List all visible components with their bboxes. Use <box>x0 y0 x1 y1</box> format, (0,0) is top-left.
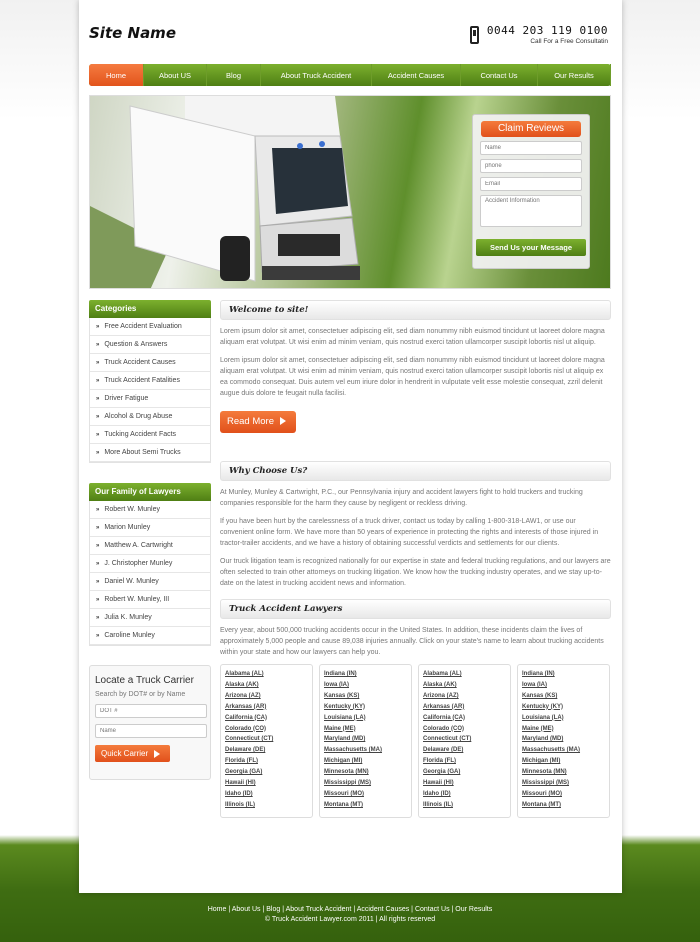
state-link[interactable]: Georgia (GA) <box>225 769 263 776</box>
footer-link[interactable]: Contact Us <box>414 906 450 913</box>
why-title: Why Choose Us? <box>220 461 611 481</box>
footer-link[interactable]: About Us <box>231 906 261 913</box>
chevron-double-right-icon: » <box>96 633 100 639</box>
state-link[interactable]: Indiana (IN) <box>324 671 357 677</box>
why-section <box>220 461 611 589</box>
chevron-double-right-icon: » <box>96 414 100 420</box>
category-item[interactable] <box>90 390 210 408</box>
carrier-name-input[interactable] <box>95 724 207 738</box>
state-link[interactable]: Idaho (ID) <box>423 790 451 797</box>
state-link[interactable]: Delaware (DE) <box>423 747 464 754</box>
state-link[interactable]: Connecticut (CT) <box>423 736 472 743</box>
footer-separator: | <box>226 906 232 913</box>
claim-title: Claim Reviews <box>481 121 581 137</box>
state-link[interactable]: Arkansas (AR) <box>225 703 267 710</box>
main-nav <box>89 64 611 86</box>
nav-our-results[interactable]: Our Results <box>538 64 611 86</box>
lawyer-item[interactable] <box>90 501 210 519</box>
why-paragraph: If you have been hurt by the carelessness of a truck driver, contact us today by calling 1-800-318-LAW1, or use our convenient online form. We have more than 50 years of experience in protecting the rights and interests of those injured in tractor-trailer accidents, and we have a history of obtaining successful verdicts and settlements for our clients. <box>220 518 599 547</box>
lawyer-item-label: Marion Munley <box>104 524 151 531</box>
quick-carrier-button[interactable] <box>95 745 170 762</box>
footer-separator: | <box>280 906 286 913</box>
lawyer-item[interactable] <box>90 537 210 555</box>
state-link[interactable]: Montana (MT) <box>324 801 363 808</box>
chevron-double-right-icon: » <box>96 342 100 348</box>
state-link[interactable]: Louisiana (LA) <box>522 714 564 721</box>
footer-separator: | <box>409 906 415 913</box>
state-link[interactable]: Illinois (IL) <box>423 801 453 808</box>
email-input[interactable] <box>480 177 582 191</box>
footer-link[interactable]: Home <box>207 906 227 913</box>
state-link[interactable]: Massachusetts (MA) <box>522 747 581 754</box>
state-link[interactable]: Kansas (KS) <box>522 692 558 699</box>
welcome-paragraph: Lorem ipsum dolor sit amet, consectetuer adipiscing elit, sed diam nonummy nibh euismod tincidunt ut laoreet dolore magna aliquam erat volutpat. Ut wisi enim ad minim veniam, quis nostrud exerci tation ullamcorper suscipit lobortis nisl ut aliquip ex ea commodo consequat. Duis autem vel eum iriure dolor in hendrerit in vulputate velit esse molestie consequat, zzril delenit augue duis dolore te feugait nulla facilisi. <box>220 357 605 397</box>
chevron-double-right-icon: » <box>96 450 100 456</box>
chevron-double-right-icon: » <box>96 543 100 549</box>
nav-blog[interactable]: Blog <box>207 64 261 86</box>
lawyer-item-label: Robert W. Munley, III <box>104 596 170 603</box>
welcome-section <box>220 300 611 433</box>
phone-input[interactable] <box>480 159 582 173</box>
claim-review-form <box>472 114 590 269</box>
footer-separator: | <box>449 906 456 913</box>
name-input[interactable] <box>480 141 582 155</box>
lawyers-box <box>89 483 211 646</box>
state-link[interactable]: Indiana (IN) <box>522 671 555 677</box>
category-item[interactable] <box>90 408 210 426</box>
phone-icon <box>470 26 479 44</box>
page-container <box>79 0 622 893</box>
read-more-label: Read More <box>227 416 274 427</box>
category-item-label: Driver Fatigue <box>104 395 149 402</box>
categories-title: Categories <box>89 300 211 318</box>
lawyer-item[interactable] <box>90 609 210 627</box>
category-item[interactable] <box>90 426 210 444</box>
chevron-double-right-icon: » <box>96 432 100 438</box>
lawyer-item-label: Daniel W. Munley <box>104 578 159 585</box>
state-link[interactable]: Arizona (AZ) <box>225 692 261 699</box>
state-link[interactable]: Hawaii (HI) <box>225 780 256 787</box>
hero-banner <box>89 95 611 289</box>
state-link[interactable]: Connecticut (CT) <box>225 736 274 743</box>
state-link[interactable]: Mississippi (MS) <box>324 780 372 787</box>
why-paragraph: Our truck litigation team is recognized nationally for our expertise in state and federal trucking regulations, and our lawyers are often selected to train other attorneys on trucking litigation. We know how the trucking industry operates, and we stay up-to-date on the latest in trucking accident news and information. <box>220 558 611 587</box>
state-link[interactable]: Kentucky (KY) <box>522 703 564 710</box>
footer-link[interactable]: About Truck Accident <box>285 906 352 913</box>
footer-link[interactable]: Blog <box>266 906 281 913</box>
state-link[interactable]: Maryland (MD) <box>324 736 366 743</box>
nav-contact-us[interactable]: Contact Us <box>461 64 538 86</box>
category-item-label: Truck Accident Causes <box>104 359 176 366</box>
state-link[interactable]: Alaska (AK) <box>423 681 457 688</box>
nav-about-truck-accident[interactable]: About Truck Accident <box>261 64 372 86</box>
lawyer-item-label: Caroline Munley <box>104 632 155 639</box>
chevron-double-right-icon: » <box>96 396 100 402</box>
truck-image <box>90 96 470 289</box>
welcome-title: Welcome to site! <box>220 300 611 320</box>
state-link[interactable]: Illinois (IL) <box>225 801 255 808</box>
state-link[interactable]: Mississippi (MS) <box>522 780 570 787</box>
state-link[interactable]: Alabama (AL) <box>225 671 264 677</box>
state-link[interactable]: Maryland (MD) <box>522 736 564 743</box>
locate-subtitle: Search by DOT# or by Name <box>95 691 186 698</box>
category-item-label: Free Accident Evaluation <box>104 323 182 330</box>
phone-caption: Call For a Free Consultatin <box>530 38 608 45</box>
state-link[interactable]: Maine (ME) <box>522 725 554 732</box>
dot-input[interactable] <box>95 704 207 718</box>
lawyer-item-label: J. Christopher Munley <box>104 560 173 567</box>
footer-separator: | <box>260 906 267 913</box>
category-item-label: Alcohol & Drug Abuse <box>104 413 173 420</box>
state-link[interactable]: Michigan (MI) <box>522 758 561 765</box>
copyright: © Truck Accident Lawyer.com 2011 | All rights reserved <box>264 916 436 923</box>
read-more-button[interactable] <box>220 411 296 433</box>
footer-links <box>0 905 700 915</box>
state-link[interactable]: Georgia (GA) <box>423 769 461 776</box>
footer <box>0 905 700 925</box>
why-paragraph: At Munley, Munley & Cartwright, P.C., our Pennsylvania injury and accident lawyers fight to hold truckers and trucking companies responsible for the harm they cause by negligent or reckless driving. <box>220 489 583 507</box>
contact-info <box>487 24 608 45</box>
truck-lawyers-section <box>220 599 611 658</box>
lawyer-item-label: Robert W. Munley <box>104 506 160 513</box>
state-link[interactable]: Michigan (MI) <box>324 758 363 765</box>
footer-separator: | <box>351 906 357 913</box>
state-link[interactable]: Minnesota (MN) <box>522 769 567 776</box>
categories-list <box>89 318 211 463</box>
state-link[interactable]: Florida (FL) <box>423 758 456 765</box>
lawyer-item[interactable] <box>90 591 210 609</box>
state-link[interactable]: Montana (MT) <box>522 801 561 808</box>
state-link[interactable]: Missouri (MO) <box>324 790 364 797</box>
lawyer-item[interactable] <box>90 519 210 537</box>
nav-about-us[interactable]: About US <box>144 64 207 86</box>
state-link[interactable]: Alabama (AL) <box>423 671 462 677</box>
category-item[interactable] <box>90 444 210 462</box>
lawyer-item[interactable] <box>90 573 210 591</box>
state-link[interactable]: California (CA) <box>225 714 267 721</box>
chevron-double-right-icon: » <box>96 507 100 513</box>
lawyer-item[interactable] <box>90 555 210 573</box>
state-link[interactable]: Colorado (CO) <box>423 725 464 732</box>
state-link[interactable]: Iowa (IA) <box>522 681 547 688</box>
phone-number: 0044 203 119 0100 <box>486 24 608 37</box>
nav-home[interactable]: Home <box>89 64 144 86</box>
state-link[interactable]: Delaware (DE) <box>225 747 266 754</box>
arrow-right-icon <box>154 750 160 758</box>
state-link[interactable]: Florida (FL) <box>225 758 258 765</box>
send-message-button[interactable]: Send Us your Message <box>476 239 586 256</box>
category-item[interactable] <box>90 318 210 336</box>
state-link[interactable]: Kentucky (KY) <box>324 703 366 710</box>
accident-info-input[interactable] <box>480 195 582 227</box>
locate-title: Locate a Truck Carrier <box>95 675 194 686</box>
chevron-double-right-icon: » <box>96 597 100 603</box>
state-link[interactable]: Massachusetts (MA) <box>324 747 383 754</box>
state-link[interactable]: California (CA) <box>423 714 465 721</box>
category-item-label: Tucking Accident Facts <box>104 431 177 438</box>
states-column <box>319 664 412 818</box>
state-link[interactable]: Louisiana (LA) <box>324 714 366 721</box>
lawyer-item[interactable] <box>90 627 210 645</box>
quick-carrier-label: Quick Carrier <box>101 749 149 758</box>
lawyer-item-label: Julia K. Munley <box>104 614 152 621</box>
state-link[interactable]: Iowa (IA) <box>324 681 349 688</box>
states-column <box>418 664 511 818</box>
states-column <box>517 664 610 818</box>
state-link[interactable]: Idaho (ID) <box>225 790 253 797</box>
category-item-label: More About Semi Trucks <box>104 449 181 456</box>
state-link[interactable]: Kansas (KS) <box>324 692 360 699</box>
site-name[interactable]: Site Name <box>89 24 176 42</box>
state-link[interactable]: Colorado (CO) <box>225 725 266 732</box>
chevron-double-right-icon: » <box>96 579 100 585</box>
category-item-label: Question & Answers <box>104 341 168 348</box>
state-link[interactable]: Alaska (AK) <box>225 681 259 688</box>
state-link[interactable]: Arizona (AZ) <box>423 692 459 699</box>
states-grid <box>220 664 610 818</box>
chevron-double-right-icon: » <box>96 615 100 621</box>
category-item[interactable] <box>90 372 210 390</box>
footer-link[interactable]: Accident Causes <box>356 906 410 913</box>
category-item-label: Truck Accident Fatalities <box>104 377 180 384</box>
chevron-double-right-icon: » <box>96 324 100 330</box>
state-link[interactable]: Maine (ME) <box>324 725 356 732</box>
welcome-paragraph: Lorem ipsum dolor sit amet, consectetuer adipiscing elit, sed diam nonummy nibh euismod tincidunt ut laoreet dolore magna aliquam erat volutpat. Ut wisi enim ad minim veniam, quis nostrud exerci tation ullamcorper suscipit lobortis nisl ut aliquip. <box>220 328 605 346</box>
state-link[interactable]: Missouri (MO) <box>522 790 562 797</box>
footer-link[interactable]: Our Results <box>455 906 493 913</box>
state-link[interactable]: Hawaii (HI) <box>423 780 454 787</box>
states-column <box>220 664 313 818</box>
category-item[interactable] <box>90 336 210 354</box>
category-item[interactable] <box>90 354 210 372</box>
truck-lawyers-title: Truck Accident Lawyers <box>220 599 611 619</box>
chevron-double-right-icon: » <box>96 378 100 384</box>
lawyers-list <box>89 501 211 646</box>
chevron-double-right-icon: » <box>96 561 100 567</box>
lawyers-title: Our Family of Lawyers <box>89 483 211 501</box>
locate-carrier-box <box>89 665 211 780</box>
chevron-double-right-icon: » <box>96 360 100 366</box>
nav-accident-causes[interactable]: Accident Causes <box>372 64 461 86</box>
lawyer-item-label: Matthew A. Cartwright <box>104 542 173 549</box>
state-link[interactable]: Minnesota (MN) <box>324 769 369 776</box>
categories-box <box>89 300 211 463</box>
arrow-right-icon <box>280 417 286 425</box>
chevron-double-right-icon: » <box>96 525 100 531</box>
truck-lawyers-paragraph: Every year, about 500,000 trucking accidents occur in the United States. In addition, these incidents claim the lives of approximately 5,000 people and cause 89,038 injuries annually. Click on your state's name to learn about trucking accidents within your state and how our lawyers can help you. <box>220 627 604 656</box>
state-link[interactable]: Arkansas (AR) <box>423 703 465 710</box>
